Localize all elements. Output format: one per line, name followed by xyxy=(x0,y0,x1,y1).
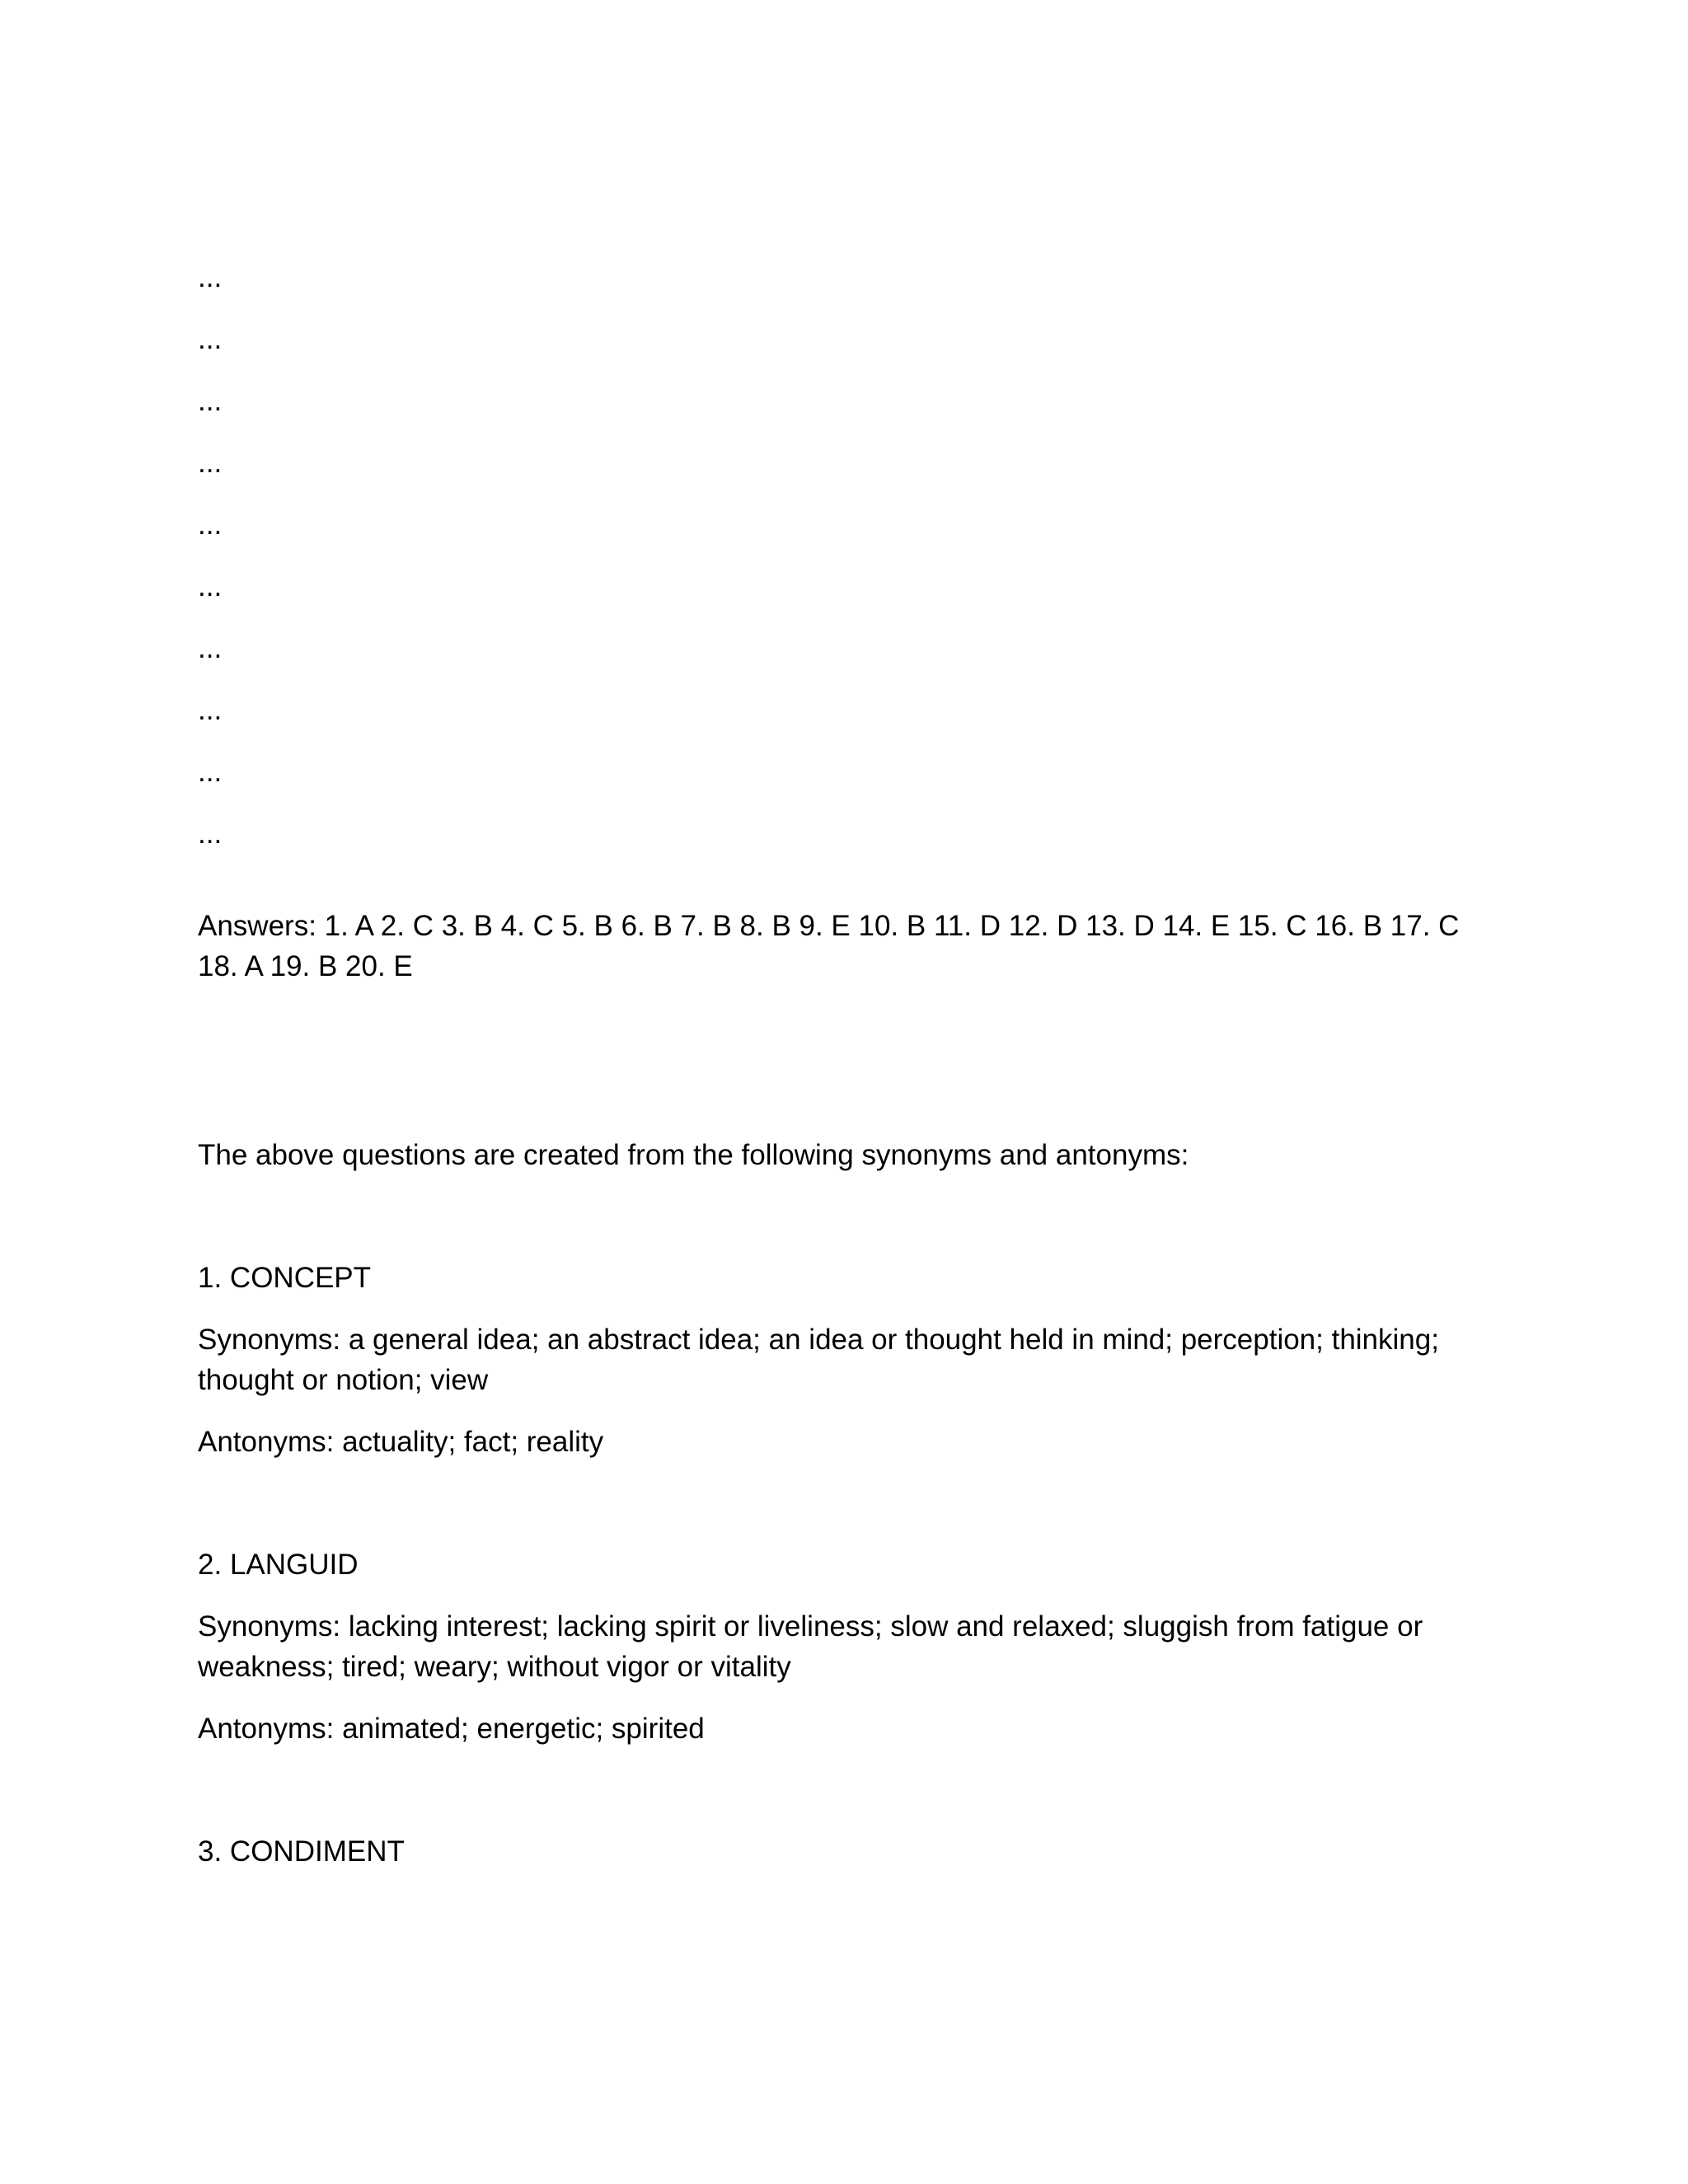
ellipsis-line: ... xyxy=(198,261,223,293)
ellipsis-line: ... xyxy=(198,447,223,479)
intro-paragraph: The above questions are created from the following synonyms and antonyms: xyxy=(198,1139,1189,1171)
entry-languid xyxy=(198,1544,1500,1749)
entry-term: 3. CONDIMENT xyxy=(198,1835,405,1868)
ellipsis-list xyxy=(198,257,1500,875)
entry-antonyms: Antonyms: animated; energetic; spirited xyxy=(198,1713,705,1745)
ellipsis-line: ... xyxy=(198,323,223,355)
ellipsis-line: ... xyxy=(198,385,223,417)
entry-synonyms: Synonyms: a general idea; an abstract idea; an idea or thought held in mind; perception; thinking; thought or notion; view xyxy=(198,1324,1439,1396)
entry-synonyms: Synonyms: lacking interest; lacking spirit or liveliness; slow and relaxed; sluggish from fatigue or weakness; tired; weary; without vigor or vitality xyxy=(198,1610,1423,1683)
ellipsis-line: ... xyxy=(198,756,223,788)
ellipsis-line: ... xyxy=(198,509,223,541)
entry-antonyms: Antonyms: actuality; fact; reality xyxy=(198,1426,604,1458)
ellipsis-line: ... xyxy=(198,694,223,726)
ellipsis-line: ... xyxy=(198,818,223,850)
entry-concept xyxy=(198,1258,1500,1462)
ellipsis-line: ... xyxy=(198,632,223,664)
answers-paragraph: Answers: 1. A 2. C 3. B 4. C 5. B 6. B 7. B 8. B 9. E 10. B 11. D 12. D 13. D 14. E 15. C 16. B 17. C 18. A 19. B 20. E xyxy=(198,910,1460,982)
document-content xyxy=(198,257,1500,1872)
entry-condiment xyxy=(198,1831,1500,1872)
entry-term: 1. CONCEPT xyxy=(198,1262,372,1294)
entry-term: 2. LANGUID xyxy=(198,1549,359,1581)
ellipsis-line: ... xyxy=(198,570,223,602)
